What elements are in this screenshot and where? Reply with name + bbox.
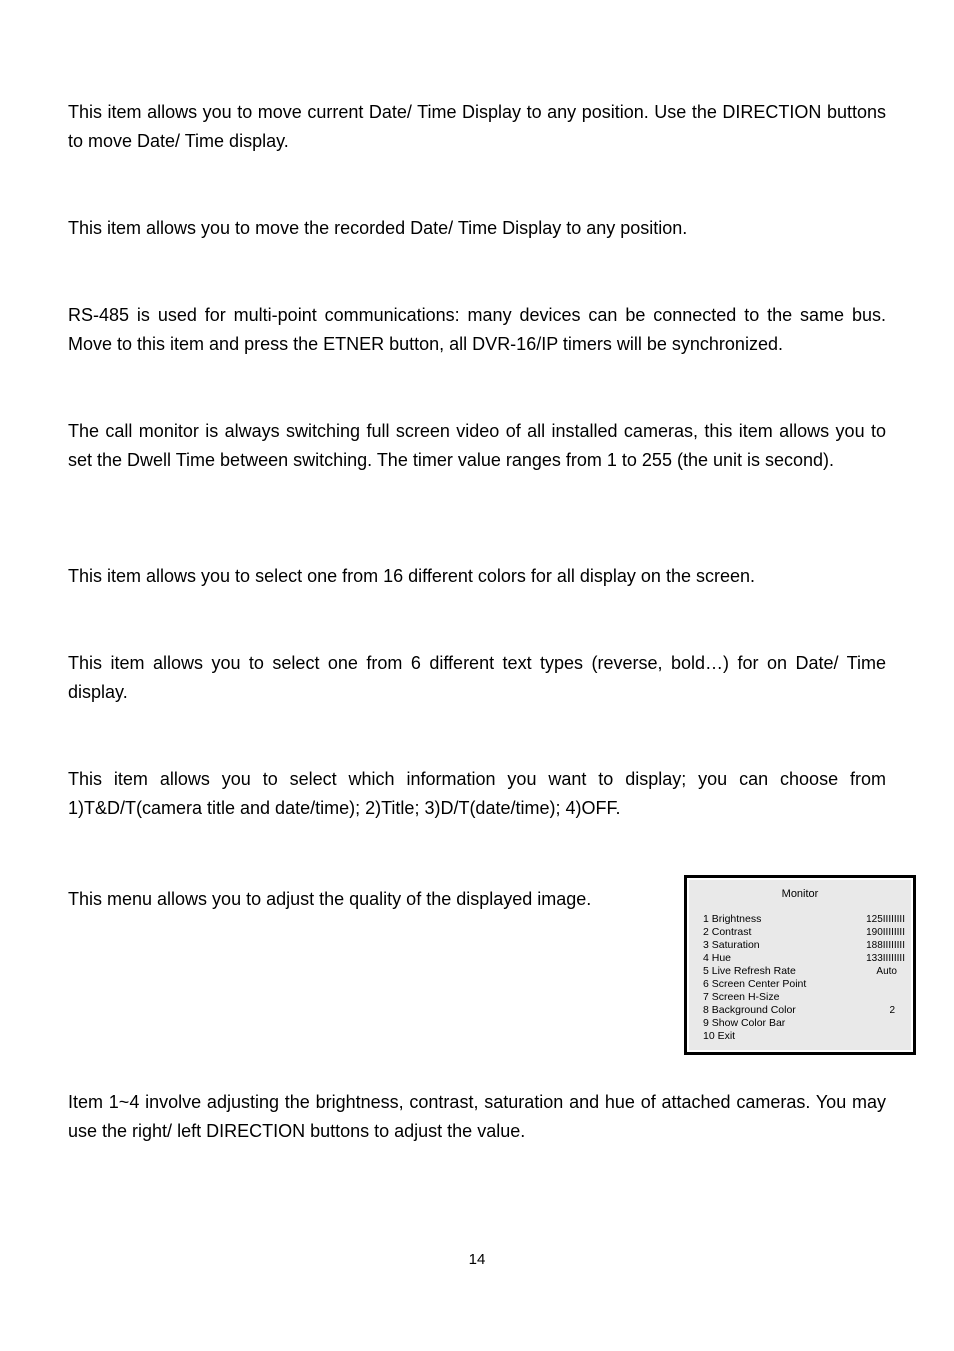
menu-item-value: 190IIIIIIII — [866, 927, 905, 938]
menu-item-label: 9 Show Color Bar — [703, 1017, 786, 1029]
menu-item-label: 4 Hue — [703, 952, 732, 964]
menu-item-value: 2 — [889, 1005, 895, 1016]
menu-item-value: Auto — [876, 966, 897, 977]
menu-item-label: 7 Screen H-Size — [703, 991, 780, 1003]
monitor-menu-screenshot — [684, 875, 916, 1055]
menu-item-screen-center-point — [703, 978, 905, 991]
menu-item-label: 1 Brightness — [703, 913, 762, 925]
menu-item-value: 125IIIIIIII — [866, 914, 905, 925]
menu-item-label: 5 Live Refresh Rate — [703, 965, 796, 977]
menu-item-label: 3 Saturation — [703, 939, 760, 951]
menu-item-value: 188IIIIIIII — [866, 940, 905, 951]
menu-item-live-refresh-rate — [703, 965, 905, 978]
paragraph-recorded-date-time-position: This item allows you to move the recorded Date/ Time Display to any position. — [68, 218, 688, 238]
menu-item-value: 133IIIIIIII — [866, 953, 905, 964]
monitor-menu-title: Monitor — [781, 888, 819, 900]
menu-item-contrast — [703, 926, 905, 939]
menu-item-label: 8 Background Color — [703, 1004, 796, 1016]
paragraph-call-monitor-dwell-time: The call monitor is always switching full screen video of all installed cameras, this item allows you to set the Dwell Time between switching. The timer value ranges from 1 to 255 (the unit is second). — [68, 421, 886, 470]
menu-item-saturation — [703, 939, 905, 952]
menu-item-label: 10 Exit — [703, 1030, 736, 1042]
paragraph-monitor-menu-intro: This menu allows you to adjust the quality of the displayed image. — [68, 889, 592, 909]
menu-item-exit — [703, 1030, 905, 1043]
paragraph-text-types: This item allows you to select one from 6 different text types (reverse, bold…) for on Date/ Time display. — [68, 653, 886, 702]
paragraph-rs485-sync: RS-485 is used for multi-point communications: many devices can be connected to the same bus. Move to this item and press the ETNER button, all DVR-16/IP timers will be synchronized. — [68, 305, 886, 354]
menu-item-label: 2 Contrast — [703, 926, 752, 938]
paragraph-display-colors: This item allows you to select one from 16 different colors for all display on the screen. — [68, 566, 755, 586]
menu-item-brightness — [703, 913, 905, 926]
paragraph-items-1-4-adjustment: Item 1~4 involve adjusting the brightness, contrast, saturation and hue of attached cameras. You may use the right/ left DIRECTION buttons to adjust the value. — [68, 1092, 886, 1141]
paragraph-display-information: This item allows you to select which information you want to display; you can choose from 1)T&D/T(camera title and date/time); 2)Title; 3)D/T(date/time); 4)OFF. — [68, 769, 886, 818]
menu-item-background-color — [703, 1004, 905, 1017]
menu-item-label: 6 Screen Center Point — [703, 978, 807, 990]
menu-item-hue — [703, 952, 905, 965]
menu-item-show-color-bar — [703, 1017, 905, 1030]
paragraph-date-time-display-position: This item allows you to move current Date/ Time Display to any position. Use the DIRECTION buttons to move Date/ Time display. — [68, 102, 886, 151]
monitor-menu-list — [703, 913, 905, 1043]
monitor-menu-panel — [687, 878, 913, 1052]
menu-item-screen-h-size — [703, 991, 905, 1004]
page-number: 14 — [468, 1251, 486, 1268]
